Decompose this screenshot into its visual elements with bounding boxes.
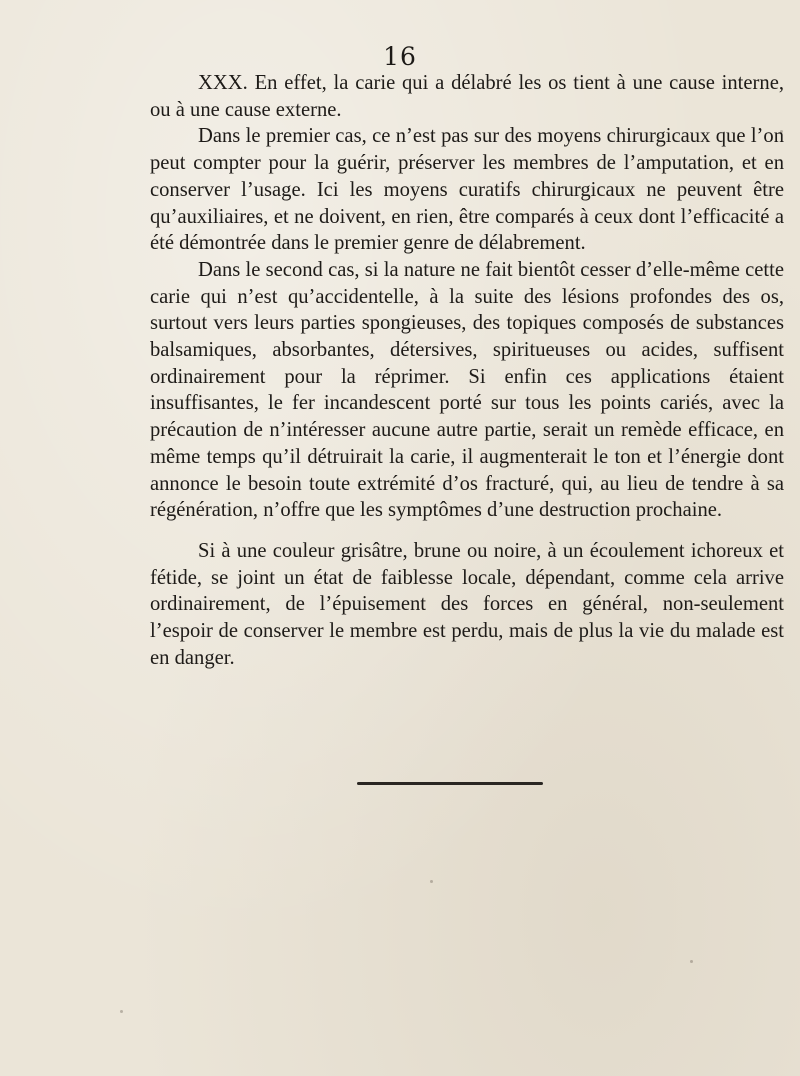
section-divider bbox=[357, 782, 543, 785]
paragraph-3: Dans le second cas, si la nature ne fait bientôt cesser d’elle-même cette carie qui n’est qu’accidentelle, à la suite des lésions profondes des os, surtout vers leurs parties spongieuses, des topiques composés de substances balsamiques, absorbantes, détersives, spiritueuses ou acides, suffisent ordinairement pour la réprimer. Si enfin ces applications étaient insuffisantes, le fer incandescent porté sur tous les points cariés, avec la précaution de n’intéresser aucune autre partie, serait un remède efficace, en même temps qu’il détruirait la carie, il augmenterait le ton et l’énergie dont annonce le besoin toute extrémité d’os fracturé, qui, au lieu de tendre à sa régénération, n’offre que les symptômes d’une destruction prochaine. bbox=[150, 258, 784, 522]
paragraph-1: XXX. En effet, la carie qui a délabré les os tient à une cause interne, ou à une cause externe. bbox=[150, 72, 784, 121]
paper-speck bbox=[120, 1010, 123, 1013]
paper-speck bbox=[780, 130, 783, 133]
paper-speck bbox=[690, 960, 693, 963]
page-number: 16 bbox=[383, 42, 417, 71]
body-text bbox=[150, 70, 784, 671]
paragraph-4: Si à une couleur grisâtre, brune ou noire, à un écoulement ichoreux et fétide, se joint un état de faiblesse locale, dépendant, comme cela arrive ordinairement, de l’épuisement des forces en général, non-seulement l’espoir de conserver le membre est perdu, mais de plus la vie du malade est en danger. bbox=[150, 539, 784, 669]
paper-speck bbox=[430, 880, 433, 883]
paragraph-2: Dans le premier cas, ce n’est pas sur des moyens chirurgicaux que l’on peut compter pour la guérir, préserver les membres de l’amputation, et en conserver l’usage. Ici les moyens curatifs chirurgicaux ne peuvent être qu’auxiliaires, et ne doivent, en rien, être comparés à ceux dont l’efficacité a été démontrée dans le premier genre de délabrement. bbox=[150, 125, 784, 255]
